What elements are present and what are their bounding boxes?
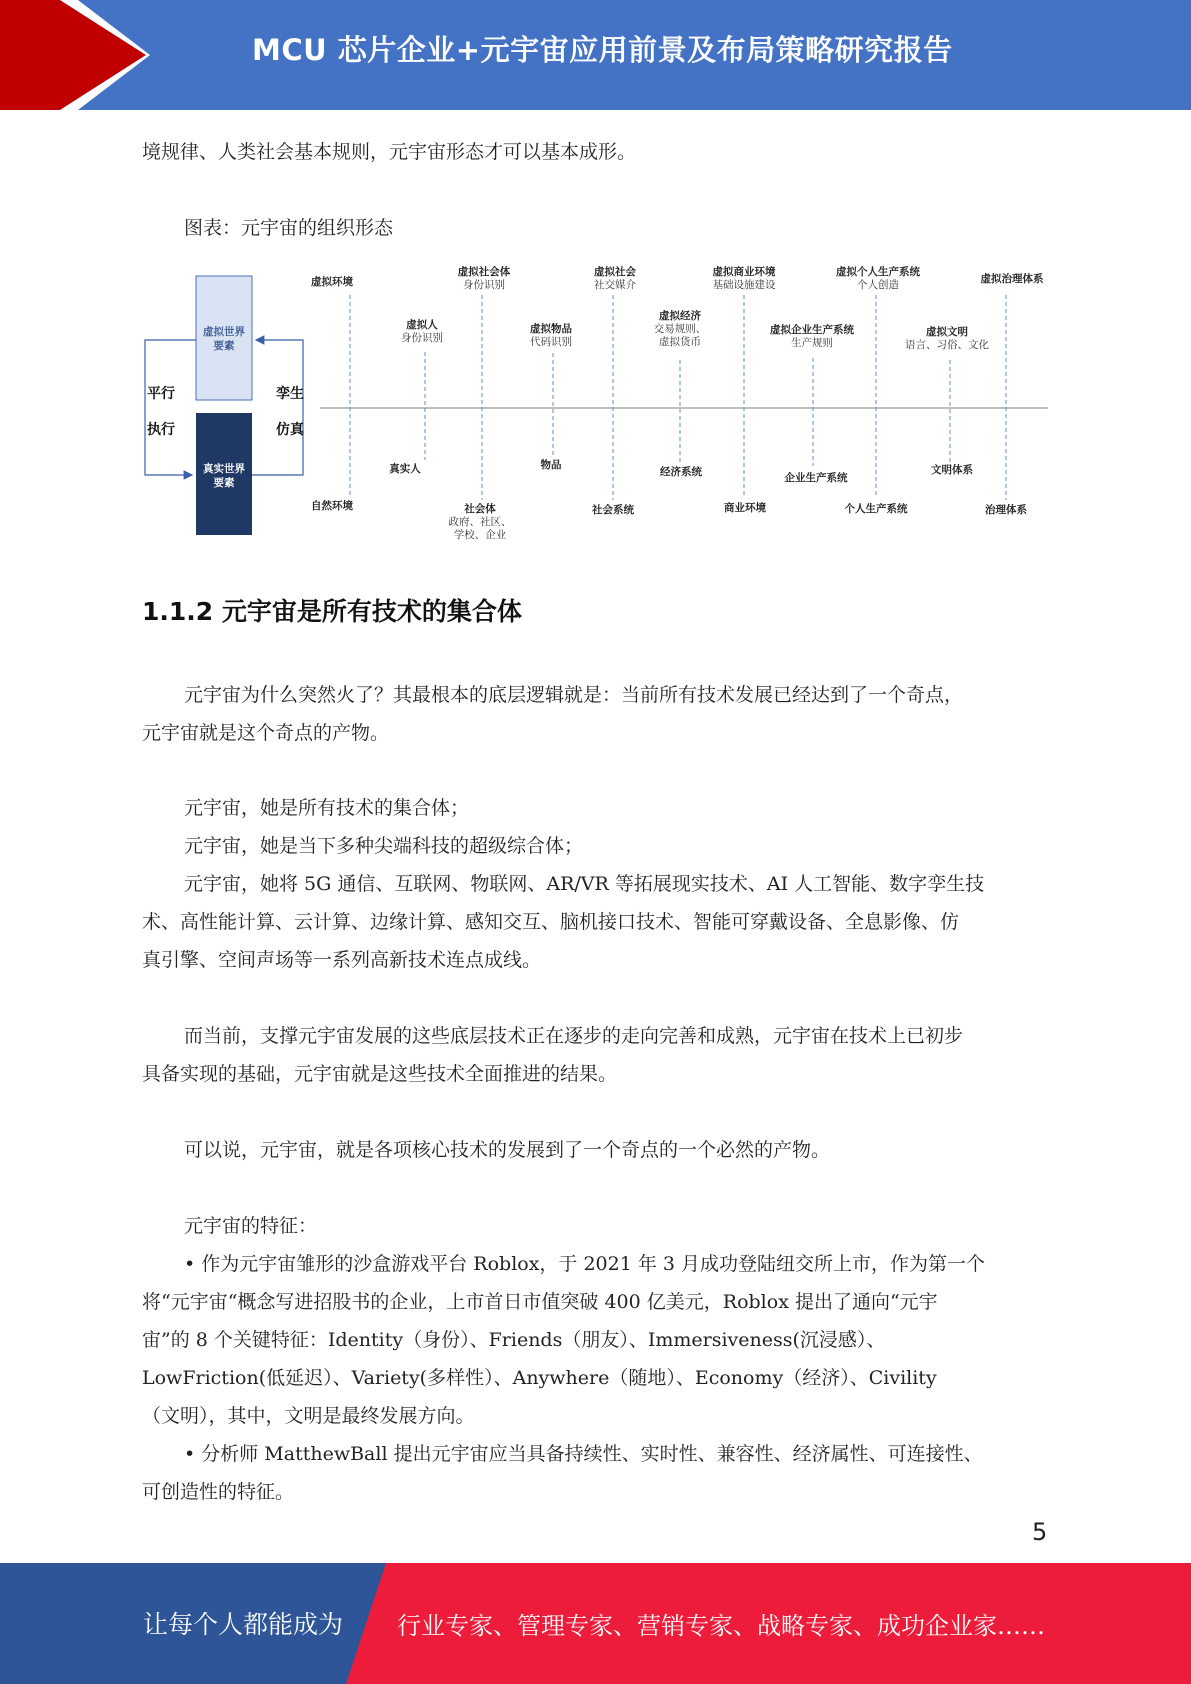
metaverse-organization-diagram	[0, 0, 1191, 560]
bottom-label-civilization-system: 文明体系	[931, 464, 973, 476]
twin-label-1: 孪生	[276, 386, 304, 402]
top-sub-virtual-economy-1: 交易规则、	[653, 323, 707, 335]
paragraph-8-line-5: （文明），其中，文明是最终发展方向。	[142, 1405, 475, 1427]
virtual-world-label-1: 虚拟世界	[203, 326, 245, 338]
paragraph-8-line-3: 宙”的 8 个关键特征：Identity（身份）、Friends（朋友）、Immersiveness(沉浸感）、	[142, 1329, 886, 1351]
bottom-label-governance-system: 治理体系	[985, 504, 1027, 516]
footer-slogan-left: 让每个人都能成为	[143, 1610, 344, 1639]
bottom-label-business-environment: 商业环境	[724, 502, 766, 514]
bottom-label-natural-environment: 自然环境	[311, 500, 353, 512]
top-label-virtual-society: 虚拟社会	[594, 266, 636, 278]
bottom-label-item: 物品	[540, 459, 562, 471]
paragraph-9-line-1: • 分析师 MatthewBall 提出元宇宙应当具备持续性、实时性、兼容性、经济属性、可连接性、	[184, 1443, 983, 1465]
bottom-label-real-person: 真实人	[389, 463, 421, 475]
bottom-label-personal-production: 个人生产系统	[844, 503, 908, 515]
top-sub-virtual-enterprise-production: 生产规则	[791, 337, 833, 349]
bottom-label-social-body: 社会体	[464, 503, 496, 515]
section-heading: 1.1.2 元宇宙是所有技术的集合体	[142, 597, 522, 626]
top-sub-virtual-person: 身份识别	[401, 332, 443, 344]
virtual-world-box	[196, 276, 252, 400]
top-label-virtual-personal-production: 虚拟个人生产系统	[836, 266, 920, 278]
paragraph-5-line-2: 具备实现的基础，元宇宙就是这些技术全面推进的结果。	[142, 1063, 618, 1085]
paragraph-8-line-4: LowFriction(低延迟）、Variety(多样性）、Anywhere（随地）、Economy（经济）、Civility	[142, 1367, 937, 1389]
bottom-sub-social-body-2: 学校、企业	[453, 529, 507, 541]
paragraph-9-line-2: 可创造性的特征。	[142, 1481, 295, 1503]
top-label-virtual-business-env: 虚拟商业环境	[712, 266, 776, 278]
paragraph-3: 元宇宙，她是当下多种尖端科技的超级综合体；	[184, 835, 584, 857]
parallel-execution-arrow	[145, 340, 196, 475]
top-sub-virtual-social-body: 身份识别	[463, 279, 505, 291]
twin-simulation-arrow	[252, 340, 303, 475]
paragraph-5-line-1: 而当前，支撑元宇宙发展的这些底层技术正在逐步的走向完善和成熟，元宇宙在技术上已初步	[184, 1025, 964, 1047]
parallel-label-1: 平行	[147, 386, 175, 402]
top-label-virtual-economy: 虚拟经济	[659, 310, 701, 322]
paragraph-1-line-1: 元宇宙为什么突然火了？其最根本的底层逻辑就是：当前所有技术发展已经达到了一个奇点，	[184, 684, 964, 706]
top-label-virtual-governance: 虚拟治理体系	[980, 273, 1044, 285]
top-sub-virtual-society: 社交媒介	[594, 279, 636, 291]
real-world-label-2: 要素	[213, 477, 235, 489]
paragraph-8-line-2: 将“元宇宙“概念写进招股书的企业，上市首日市值突破 400 亿美元，Roblox 提出了通向“元宇	[142, 1291, 938, 1313]
top-sub-virtual-personal-production: 个人创造	[857, 279, 899, 291]
top-sub-virtual-item: 代码识别	[530, 336, 572, 348]
page-number: 5	[1032, 1518, 1048, 1546]
paragraph-8-line-1: • 作为元宇宙雏形的沙盒游戏平台 Roblox，于 2021 年 3 月成功登陆纽交所上市，作为第一个	[184, 1253, 986, 1275]
paragraph-4-line-1: 元宇宙，她将 5G 通信、互联网、物联网、AR/VR 等拓展现实技术、AI 人工智能、数字孪生技	[184, 873, 985, 895]
bottom-label-enterprise-production: 企业生产系统	[784, 472, 848, 484]
footer-slogan-right: 行业专家、管理专家、营销专家、战略专家、成功企业家……	[397, 1612, 1045, 1640]
intro-line: 境规律、人类社会基本规则，元宇宙形态才可以基本成形。	[142, 141, 637, 163]
real-world-label-1: 真实世界	[203, 463, 245, 475]
paragraph-2: 元宇宙，她是所有技术的集合体；	[184, 797, 470, 819]
top-label-virtual-enterprise-production: 虚拟企业生产系统	[770, 324, 854, 336]
top-label-virtual-person: 虚拟人	[406, 319, 438, 331]
top-sub-virtual-business-env: 基础设施建设	[712, 279, 776, 291]
top-sub-virtual-economy-2: 虚拟货币	[659, 336, 701, 348]
figure-caption: 图表：元宇宙的组织形态	[184, 217, 394, 239]
report-title: MCU 芯片企业+元宇宙应用前景及布局策略研究报告	[252, 33, 953, 67]
top-sub-virtual-civilization: 语言、习俗、文化	[905, 339, 989, 351]
top-label-virtual-civilization: 虚拟文明	[926, 326, 968, 338]
parallel-label-2: 执行	[147, 422, 175, 438]
top-label-virtual-environment: 虚拟环境	[311, 276, 353, 288]
bottom-label-social-system: 社会系统	[592, 504, 634, 516]
bottom-sub-social-body-1: 政府、社区、	[448, 516, 512, 528]
virtual-world-label-2: 要素	[213, 340, 235, 352]
paragraph-6: 可以说，元宇宙，就是各项核心技术的发展到了一个奇点的一个必然的产物。	[184, 1139, 831, 1161]
twin-label-2: 仿真	[276, 422, 304, 438]
bottom-label-economic-system: 经济系统	[660, 466, 702, 478]
paragraph-7: 元宇宙的特征：	[184, 1215, 318, 1237]
paragraph-1-line-2: 元宇宙就是这个奇点的产物。	[142, 722, 390, 744]
paragraph-4-line-2: 术、高性能计算、云计算、边缘计算、感知交互、脑机接口技术、智能可穿戴设备、全息影像、仿	[142, 911, 960, 933]
top-label-virtual-item: 虚拟物品	[530, 323, 572, 335]
top-label-virtual-social-body: 虚拟社会体	[457, 266, 511, 278]
paragraph-4-line-3: 真引擎、空间声场等一系列高新技术连点成线。	[142, 949, 542, 971]
